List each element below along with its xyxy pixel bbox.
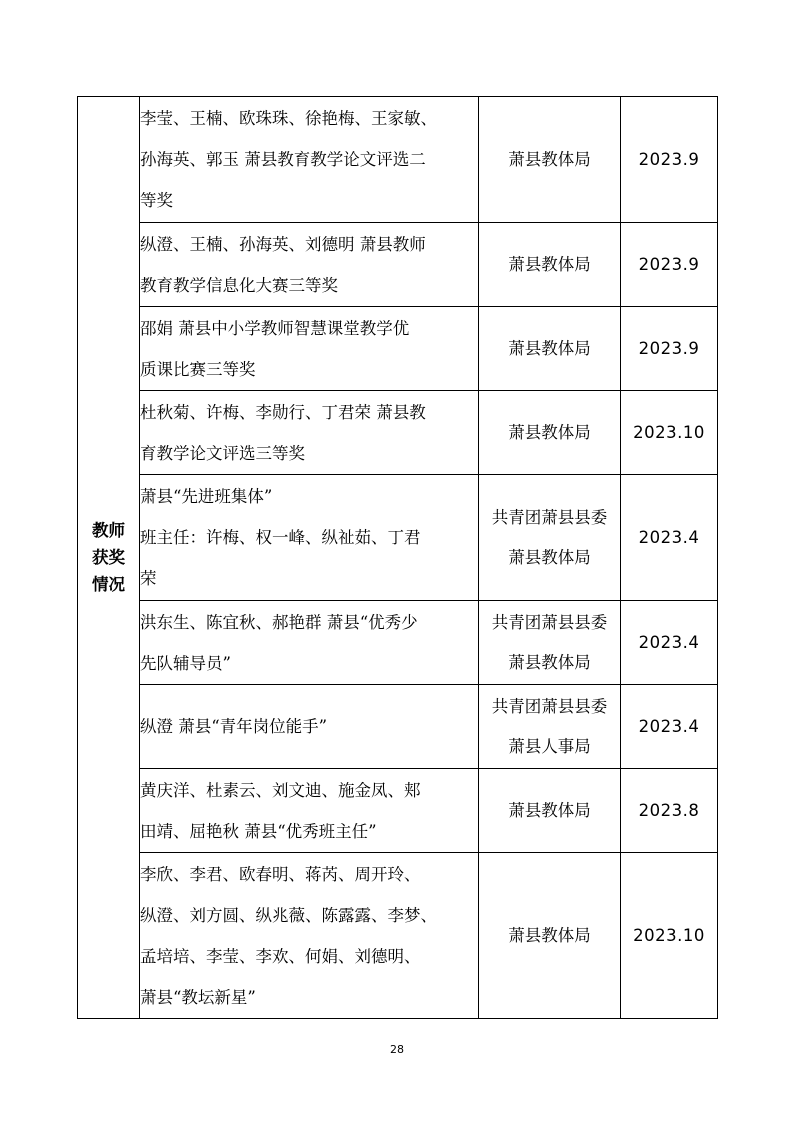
award-description	[140, 769, 479, 853]
table-row	[78, 307, 718, 391]
description-line: 荣	[140, 569, 157, 588]
description-line: 教育教学信息化大赛三等奖	[140, 275, 338, 295]
description-line: 等奖	[140, 191, 173, 210]
category-line: 情况	[92, 575, 125, 594]
award-description	[140, 97, 479, 223]
award-date: 2023.10	[621, 853, 718, 1019]
category-line: 教师	[92, 521, 125, 540]
award-description	[140, 601, 479, 685]
award-date: 2023.8	[621, 769, 718, 853]
organization-line: 萧县教体局	[508, 925, 591, 945]
description-line: 黄庆洋、杜素云、刘文迪、施金凤、郏	[140, 780, 421, 800]
issuing-organization	[479, 223, 621, 307]
award-date: 2023.4	[621, 601, 718, 685]
issuing-organization	[479, 769, 621, 853]
description-line: 萧县“教坛新星”	[140, 987, 256, 1007]
issuing-organization	[479, 601, 621, 685]
organization-line: 萧县教体局	[508, 652, 591, 672]
table-row	[78, 853, 718, 1019]
description-line: 萧县“先进班集体”	[140, 487, 273, 506]
organization-line: 萧县教体局	[508, 800, 591, 820]
description-line: 孙海英、郭玉 萧县教育教学论文评选二	[140, 150, 426, 169]
table-row	[78, 391, 718, 475]
description-line: 李莹、王楠、欧珠珠、徐艳梅、王家敏、	[140, 109, 437, 128]
description-line: 李欣、李君、欧春明、蒋芮、周开玲、	[140, 864, 421, 884]
award-description	[140, 223, 479, 307]
table-row	[78, 601, 718, 685]
issuing-organization	[479, 97, 621, 223]
issuing-organization	[479, 475, 621, 601]
description-line: 杜秋菊、许梅、李勋行、丁君荣 萧县教	[140, 402, 426, 422]
award-date: 2023.4	[621, 685, 718, 769]
organization-line: 萧县教体局	[508, 422, 591, 442]
awards-table	[77, 96, 718, 1019]
table-row	[78, 769, 718, 853]
organization-line: 共青团萧县县委	[491, 507, 608, 527]
description-line: 先队辅导员”	[140, 653, 231, 673]
awards-table-body	[78, 97, 718, 1019]
award-description	[140, 853, 479, 1019]
award-date: 2023.4	[621, 475, 718, 601]
description-line: 育教学论文评选三等奖	[140, 443, 305, 463]
page-number: 28	[390, 1043, 404, 1056]
description-line: 洪东生、陈宜秋、郝艳群 萧县“优秀少	[140, 612, 418, 632]
organization-line: 萧县教体局	[508, 254, 591, 274]
table-row	[78, 475, 718, 601]
award-date: 2023.9	[621, 97, 718, 223]
description-line: 纵澄、王楠、孙海英、刘德明 萧县教师	[140, 234, 426, 254]
award-date: 2023.9	[621, 223, 718, 307]
issuing-organization	[479, 391, 621, 475]
award-description	[140, 391, 479, 475]
issuing-organization	[479, 853, 621, 1019]
description-line: 邵娟 萧县中小学教师智慧课堂教学优	[140, 318, 410, 338]
award-description	[140, 307, 479, 391]
issuing-organization	[479, 307, 621, 391]
organization-line: 共青团萧县县委	[491, 612, 608, 632]
description-line: 孟培培、李莹、李欢、何娟、刘德明、	[140, 946, 421, 966]
description-line: 质课比赛三等奖	[140, 359, 256, 379]
organization-line: 共青团萧县县委	[491, 696, 608, 716]
description-line: 纵澄、刘方圆、纵兆薇、陈露露、李梦、	[140, 905, 437, 925]
category-line: 获奖	[92, 548, 125, 567]
award-description	[140, 475, 479, 601]
organization-line: 萧县教体局	[508, 338, 591, 358]
description-line: 纵澄 萧县“青年岗位能手”	[140, 717, 328, 736]
category-cell	[78, 97, 140, 1019]
table-row	[78, 97, 718, 223]
description-line: 班主任：许梅、权一峰、纵祉茹、丁君	[140, 528, 421, 547]
award-description	[140, 685, 479, 769]
award-date: 2023.9	[621, 307, 718, 391]
description-line: 田靖、屈艳秋 萧县“优秀班主任”	[140, 821, 377, 841]
organization-line: 萧县人事局	[508, 736, 591, 756]
organization-line: 萧县教体局	[508, 547, 591, 567]
organization-line: 萧县教体局	[508, 149, 591, 169]
award-date: 2023.10	[621, 391, 718, 475]
issuing-organization	[479, 685, 621, 769]
table-row	[78, 685, 718, 769]
table-row	[78, 223, 718, 307]
